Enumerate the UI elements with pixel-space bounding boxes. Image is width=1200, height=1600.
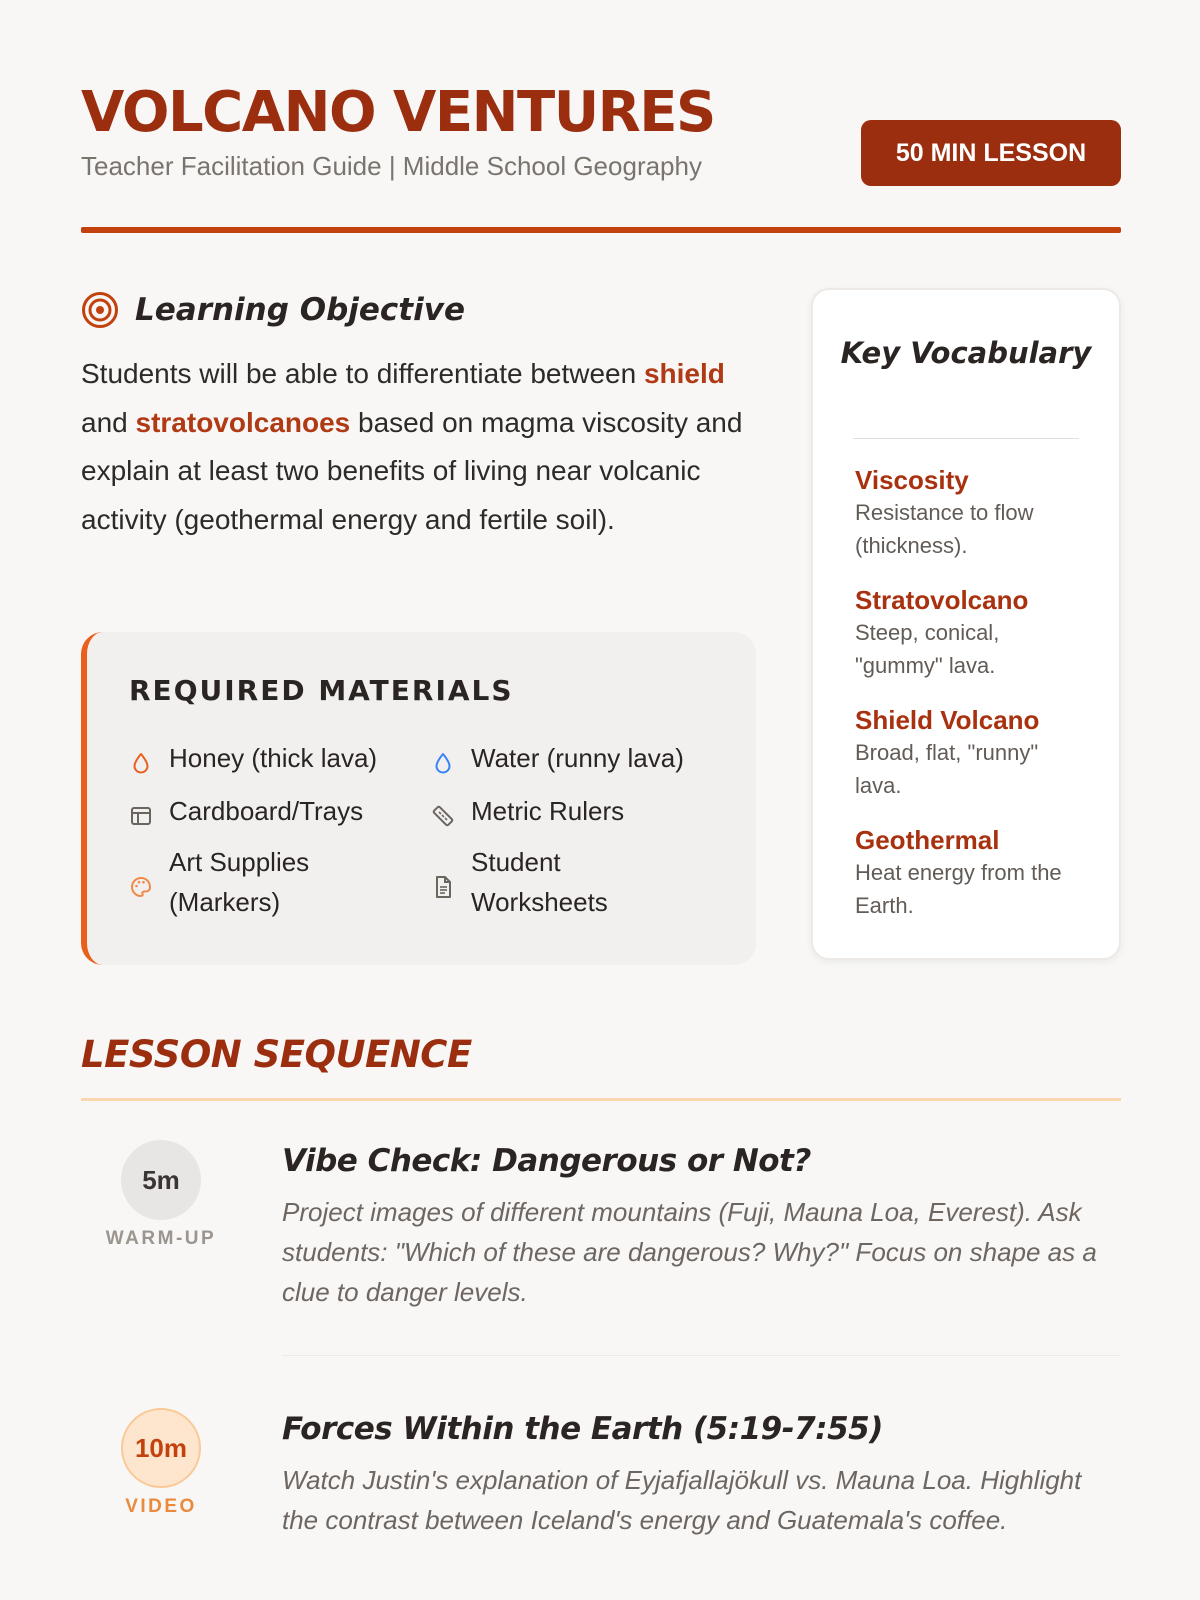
phase-label: WARM-UP xyxy=(105,1228,217,1249)
term-definition: Broad, flat, "runny" lava. xyxy=(855,740,1039,798)
objective-text-part: and xyxy=(81,406,136,438)
droplet-icon xyxy=(431,746,455,770)
objective-title: Learning Objective xyxy=(135,292,465,328)
step-divider xyxy=(282,1355,1121,1356)
term-name: Stratovolcano xyxy=(855,585,1029,615)
term-definition: Heat energy from the Earth. xyxy=(855,860,1062,918)
duration-badge: 50 MIN LESSON xyxy=(861,120,1121,186)
term-definition: Steep, conical, "gummy" lava. xyxy=(855,620,1000,678)
header xyxy=(81,80,1121,232)
vocabulary-title xyxy=(813,330,1119,376)
tray-icon xyxy=(129,799,153,823)
materials-panel xyxy=(81,632,756,965)
step-title: Vibe Check: Dangerous or Not? xyxy=(282,1143,811,1179)
vocabulary-term xyxy=(855,464,1085,562)
palette-icon xyxy=(129,870,153,894)
objective-text xyxy=(81,350,761,544)
sequence-divider xyxy=(81,1098,1121,1101)
objective-heading xyxy=(81,288,761,332)
step-description: Watch Justin's explanation of Eyjafjallajökull vs. Mauna Loa. Highlight the contrast between Iceland's energy and Guatemala's coffee. xyxy=(282,1465,1082,1535)
header-divider xyxy=(81,227,1121,233)
step-description: Project images of different mountains (Fuji, Mauna Loa, Everest). Ask students: "Which of these are dangerous? Why?" Focus on shape as a clue to danger levels. xyxy=(282,1197,1097,1307)
document-icon xyxy=(431,870,455,894)
material-item xyxy=(431,842,651,922)
material-item xyxy=(129,791,363,831)
material-label: Student Worksheets xyxy=(471,847,608,917)
sequence-title: LESSON SEQUENCE xyxy=(81,1033,472,1076)
materials-title: REQUIRED MATERIALS xyxy=(129,674,514,707)
vocabulary-term xyxy=(855,584,1085,682)
highlight-stratovolcanoes: stratovolcanoes xyxy=(135,406,351,438)
highlight-shield: shield xyxy=(643,358,725,389)
material-label: Metric Rulers xyxy=(471,796,625,826)
target-icon xyxy=(81,291,119,329)
material-label: Cardboard/Trays xyxy=(169,796,364,826)
material-item xyxy=(431,738,684,778)
vocabulary-term xyxy=(855,824,1085,922)
term-name: Geothermal xyxy=(855,825,1000,855)
page-title: VOLCANO VENTURES xyxy=(81,80,715,145)
material-label: Honey (thick lava) xyxy=(169,743,378,773)
term-name: Viscosity xyxy=(855,465,969,495)
step-title: Forces Within the Earth (5:19-7:55) xyxy=(282,1411,883,1447)
material-item xyxy=(431,791,624,831)
objective-text-part: Students will be able to differentiate between xyxy=(81,358,644,389)
material-label: Water (runny lava) xyxy=(471,743,684,773)
duration-circle: 5m xyxy=(121,1140,201,1220)
page-subtitle: Teacher Facilitation Guide | Middle School Geography xyxy=(81,151,702,181)
vocabulary-divider xyxy=(853,438,1079,439)
material-label: Art Supplies (Markers) xyxy=(169,847,310,917)
vocabulary-title-text: Key Vocabulary xyxy=(840,336,1092,370)
objective-text-part: based on magma viscosity and explain at least two benefits of living near volcanic activity (geothermal energy and fertile soil). xyxy=(81,406,743,535)
learning-objective-section xyxy=(81,288,761,544)
term-definition: Resistance to flow (thickness). xyxy=(855,500,1034,558)
vocabulary-term xyxy=(855,704,1085,802)
phase-label: VIDEO xyxy=(125,1496,197,1517)
ruler-icon xyxy=(431,799,455,823)
term-name: Shield Volcano xyxy=(855,705,1040,735)
duration-circle: 10m xyxy=(121,1408,201,1488)
material-item xyxy=(129,842,389,922)
vocabulary-card xyxy=(811,288,1121,960)
material-item xyxy=(129,738,377,778)
droplet-icon xyxy=(129,746,153,770)
